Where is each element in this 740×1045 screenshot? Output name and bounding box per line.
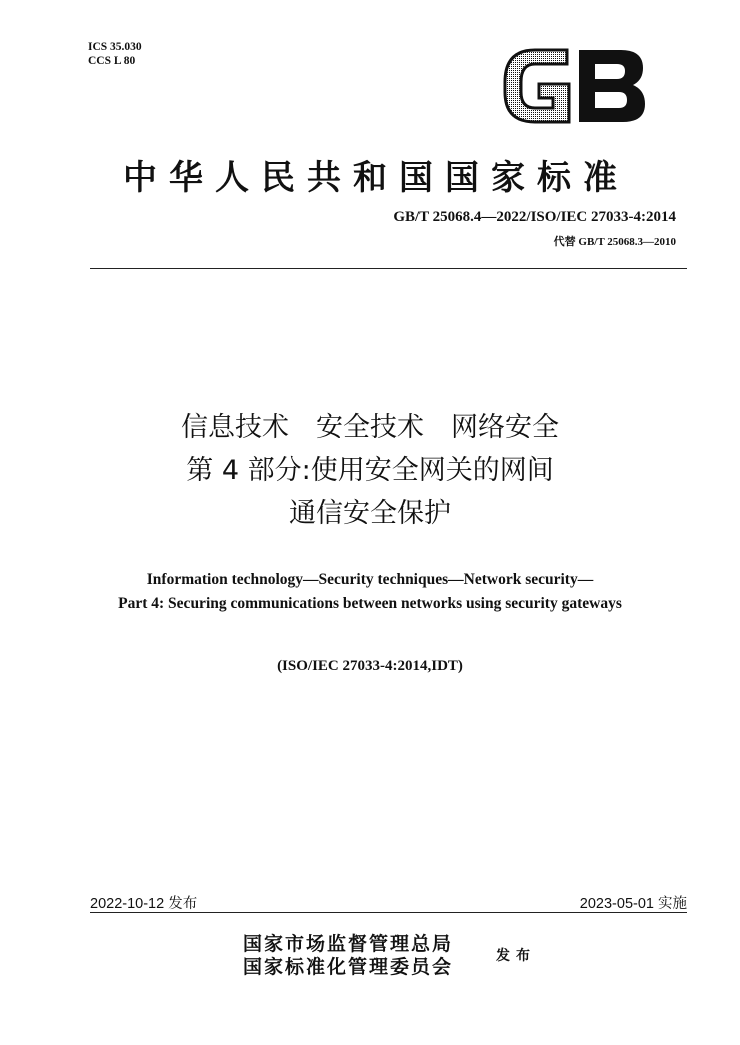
- gb-logo-graphic: [497, 44, 649, 128]
- standard-number: GB/T 25068.4—2022/ISO/IEC 27033-4:2014: [393, 209, 676, 225]
- implementation-date: 2023-05-01 实施: [579, 896, 687, 912]
- national-standard-title: 中华人民共和国国家标准: [123, 158, 629, 198]
- chinese-title-line-1: 信息技术 安全技术 网络安全: [181, 412, 559, 443]
- english-title-line-2: Part 4: Securing communications between networks using security gateways: [118, 595, 622, 612]
- classification-codes: [88, 40, 142, 68]
- publication-date: 2022-10-12 发布: [90, 896, 198, 912]
- english-title-line-1: Information technology—Security techniques—Network security—: [146, 571, 594, 588]
- footer-divider: [90, 912, 687, 913]
- equivalence-statement: (ISO/IEC 27033-4:2014,IDT): [277, 658, 463, 674]
- issuer-line-2: 国家标准化管理委员会: [243, 956, 454, 978]
- replaces-standard: 代替 GB/T 25068.3—2010: [553, 236, 676, 248]
- issuer-line-1: 国家市场监督管理总局: [243, 933, 454, 955]
- ccs-code: CCS L 80: [88, 55, 136, 67]
- issuing-authorities: [243, 933, 453, 979]
- chinese-title-line-2: 第 4 部分:使用安全网关的网间: [186, 455, 554, 486]
- ics-code: ICS 35.030: [88, 41, 142, 53]
- gb-logo: [497, 44, 649, 128]
- issue-label: 发布: [496, 948, 536, 964]
- chinese-title-line-3: 通信安全保护: [289, 498, 451, 529]
- header-divider: [90, 268, 687, 269]
